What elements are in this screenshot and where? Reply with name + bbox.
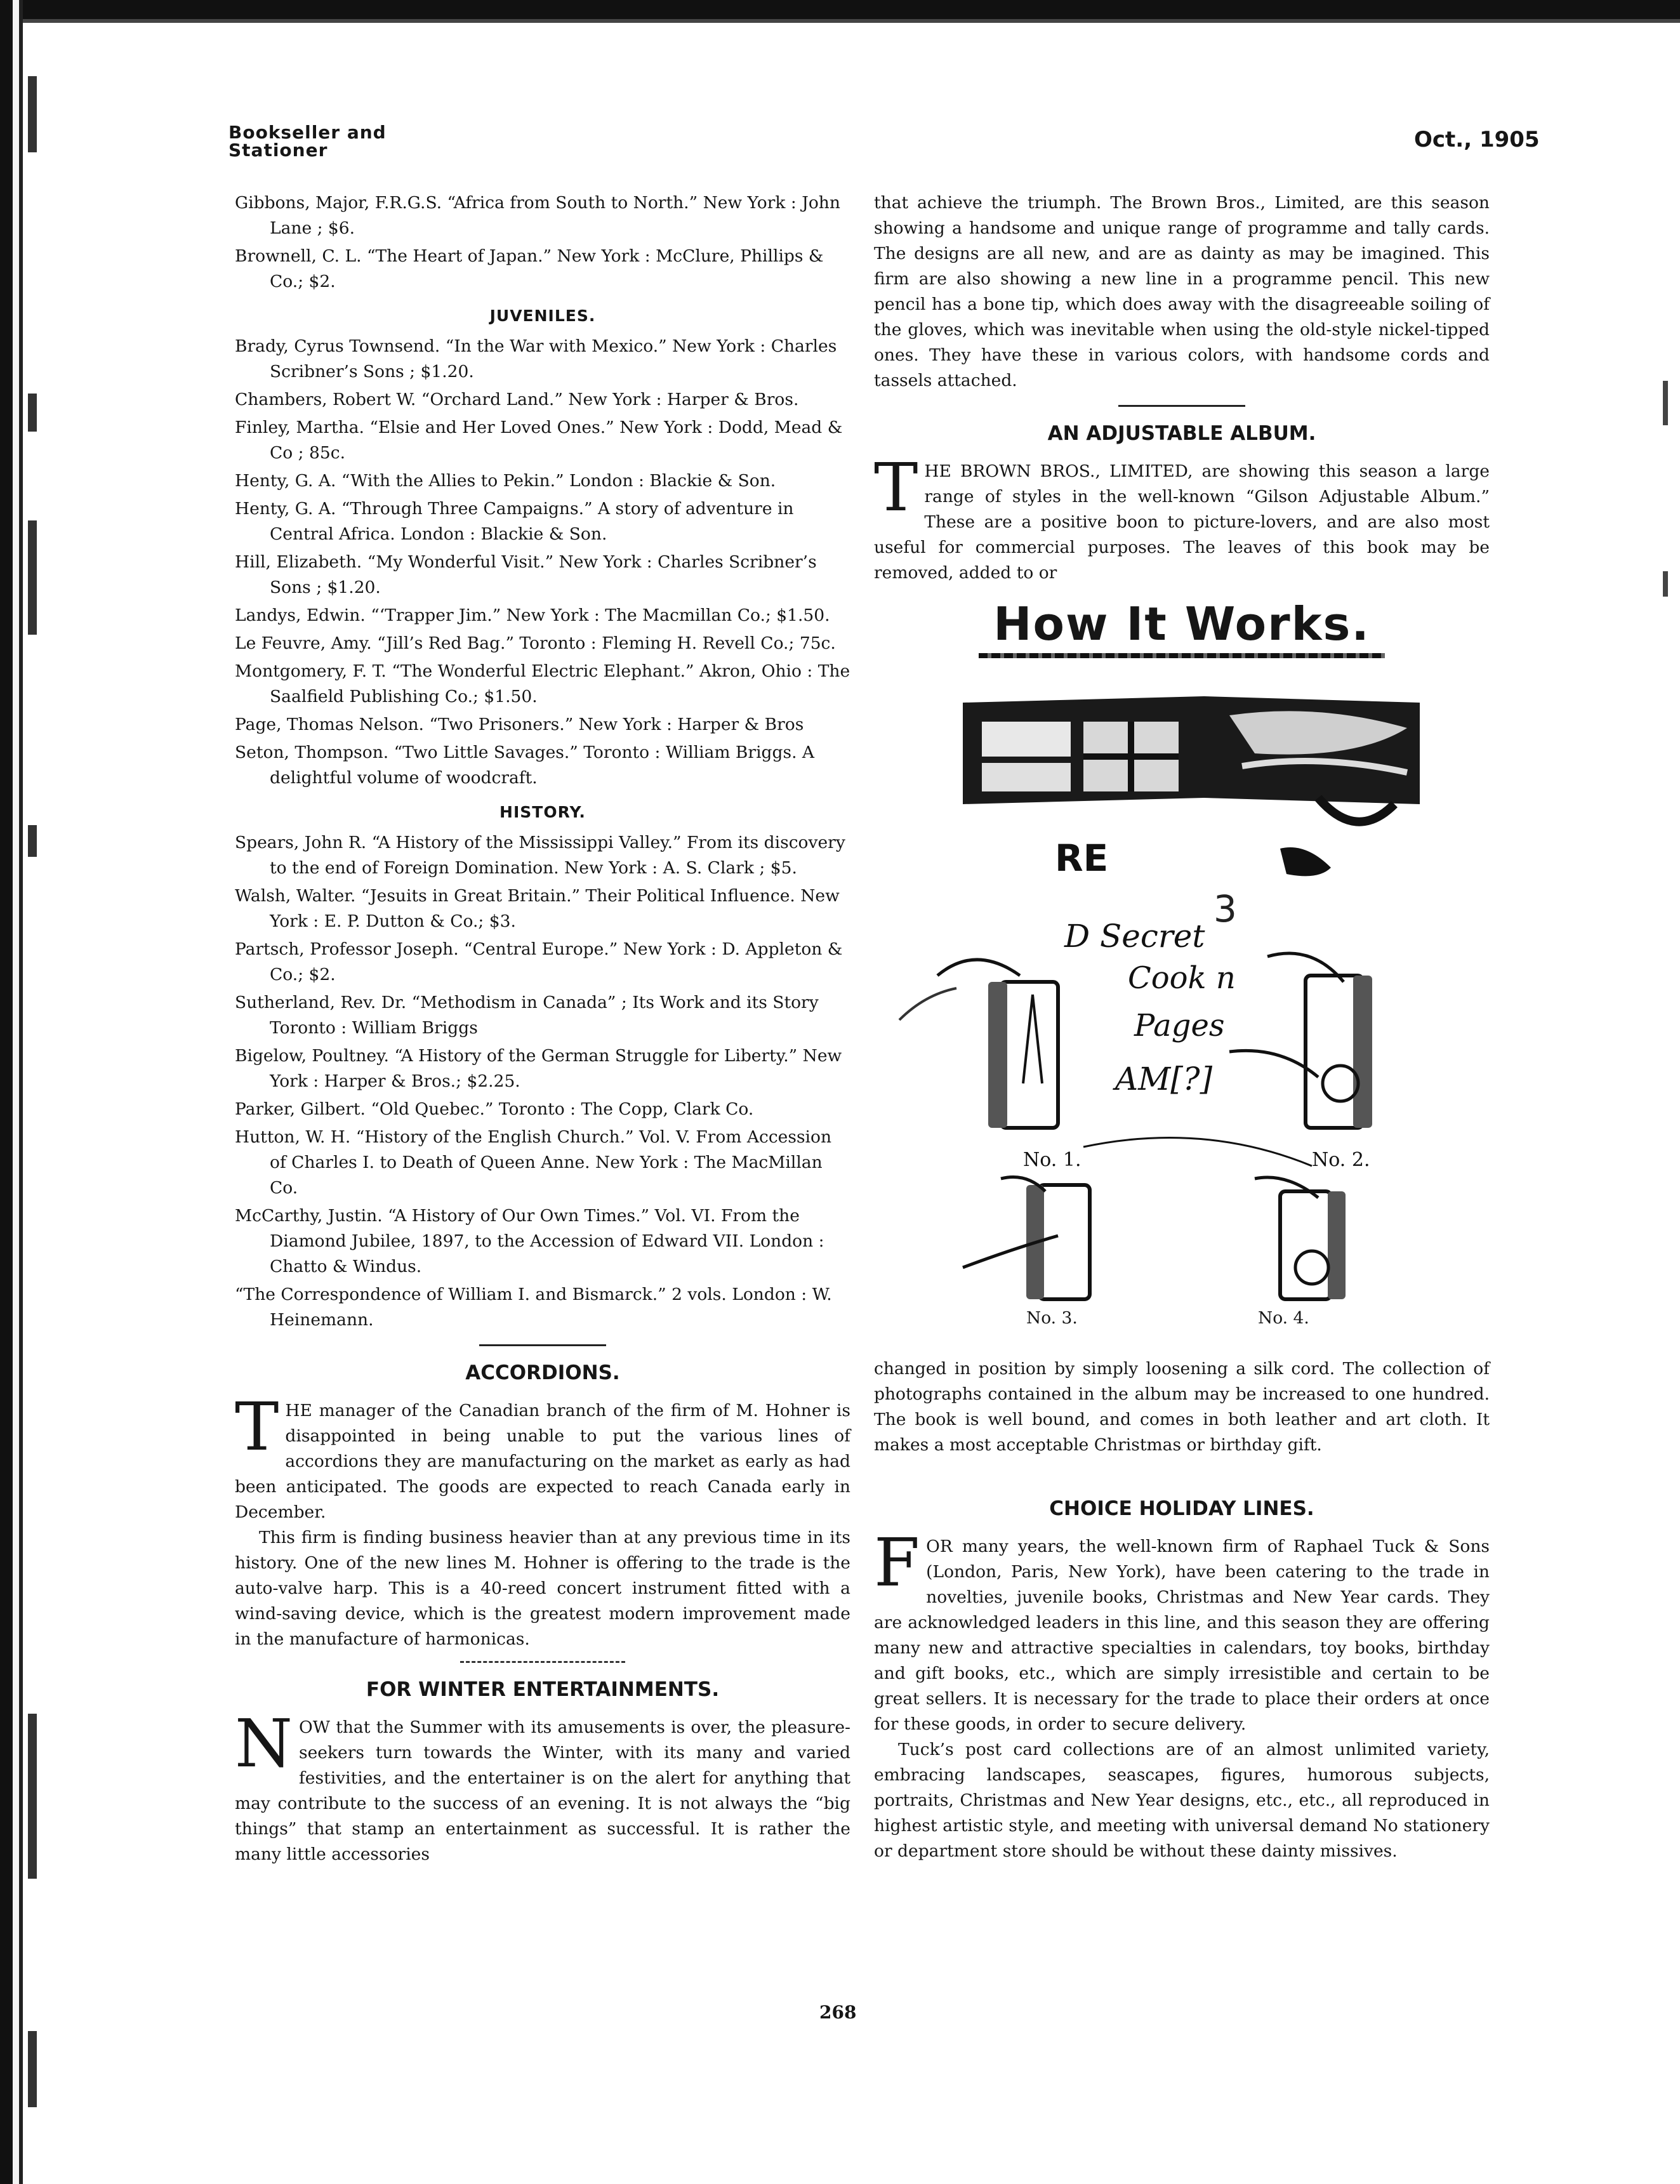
- book-entry: Seton, Thompson. “Two Little Savages.” Toronto : William Briggs. A delightful volume of woodcraft.: [235, 743, 815, 788]
- handwritten-note: [1064, 918, 1236, 1097]
- open-album-icon: [963, 696, 1420, 822]
- book-entry: Chambers, Robert W. “Orchard Land.” New York : Harper & Bros.: [235, 390, 799, 409]
- article-paragraph: This firm is finding business heavier than at any previous time in its history. One of the new lines M. Hohner is offering to the trade is the auto-valve harp. This is a 40-reed concert instrument fitted with a wind-saving device, which is the greatest modern improvement made in the manufacture of harmonicas.: [235, 1528, 850, 1649]
- book-entry: Henty, G. A. “With the Allies to Pekin.” London : Blackie & Son.: [235, 471, 776, 491]
- book-entry: Gibbons, Major, F.R.G.S. “Africa from South to North.” New York : John Lane ; $6.: [235, 193, 840, 238]
- book-entry: Bigelow, Poultney. “A History of the German Struggle for Liberty.” New York : Harper & Bros.; $2.25.: [235, 1046, 842, 1091]
- section-heading-history: HISTORY.: [499, 803, 586, 821]
- figure-no4-icon: [1255, 1177, 1346, 1299]
- edge-mark: [28, 2031, 37, 2107]
- right-column: [874, 190, 1490, 1864]
- paragraph-text: that the Summer with its amusements is over, the pleasure-seekers turn towards the Winter, with its many and varied festivities, and the entertainer is on the alert for anything that may contribute to the success of an evening. It is not always the “big things” that stamp an entertainment as successful. It is rather the many little accessories: [235, 1717, 850, 1864]
- top-border: [23, 0, 1680, 19]
- masthead-line: Stationer: [228, 140, 328, 161]
- lead-in: OR: [926, 1537, 953, 1556]
- lead-in: HE: [285, 1401, 312, 1420]
- top-border-shadow: [23, 19, 1680, 23]
- handwriting-line: Cook n: [1128, 960, 1236, 996]
- drop-cap: T: [874, 449, 918, 526]
- book-entry: “The Correspondence of William I. and Bismarck.” 2 vols. London : W. Heinemann.: [235, 1285, 832, 1330]
- book-entry: Landys, Edwin. “‘Trapper Jim.” New York : The Macmillan Co.; $1.50.: [235, 606, 830, 625]
- book-entry: Page, Thomas Nelson. “Two Prisoners.” New York : Harper & Bros: [235, 715, 804, 734]
- album-illustration: [874, 677, 1490, 1331]
- edge-mark: [1663, 571, 1668, 597]
- book-entry: McCarthy, Justin. “A History of Our Own Times.” Vol. VI. From the Diamond Jubilee, 1897, to the Accession of Edward VII. London : Chatto & Windus.: [235, 1206, 824, 1276]
- figure-no1-icon: [899, 960, 1081, 1171]
- page-number: 268: [819, 2002, 857, 2023]
- book-entry: Hutton, W. H. “History of the English Church.” Vol. V. From Accession of Charles I. to Death of Queen Anne. New York : The MacMillan Co.: [235, 1127, 832, 1198]
- book-entry: Walsh, Walter. “Jesuits in Great Britain.” Their Political Influence. New York : E. P. Dutton & Co.; $3.: [235, 886, 840, 931]
- handwriting-line: AM[?]: [1115, 1061, 1213, 1097]
- page-binding-edge: [0, 0, 50, 2184]
- divider-rule: [460, 1661, 625, 1663]
- ink-blot-icon: [1280, 847, 1331, 876]
- title-underline: [979, 653, 1385, 658]
- how-it-works-title: How It Works.: [993, 597, 1370, 651]
- article-paragraph: [874, 1524, 1490, 1737]
- paragraph-text: many years, the well-known firm of Raphael Tuck & Sons (London, Paris, New York), have been catering to the trade in novelties, juvenile books, Christmas and New Year cards. They are acknowledged leaders in this line, and this season they are offering many new and attractive specialties in calendars, toy books, birthday and gift books, etc., which are simply irresistible and certain to be great sellers. It is necessary for the trade to place their orders at once for these goods, in order to secure delivery.: [874, 1537, 1490, 1734]
- lead-in: HE BROWN BROS., LIMITED,: [924, 461, 1193, 481]
- drop-cap: F: [874, 1524, 920, 1601]
- book-entry: Parker, Gilbert. “Old Quebec.” Toronto : The Copp, Clark Co.: [235, 1099, 754, 1119]
- stamp-number: 3: [1214, 887, 1237, 930]
- article-paragraph: [235, 1388, 850, 1525]
- figure-no2-icon: [1229, 953, 1372, 1171]
- edge-mark: [28, 394, 37, 432]
- edge-mark: [28, 520, 37, 635]
- book-entry: Spears, John R. “A History of the Mississippi Valley.” From its discovery to the end of Foreign Domination. New York : A. S. Clark ; $5.: [235, 833, 845, 878]
- book-entry: Hill, Elizabeth. “My Wonderful Visit.” New York : Charles Scribner’s Sons ; $1.20.: [235, 552, 817, 597]
- book-entry: Brownell, C. L. “The Heart of Japan.” New York : McClure, Phillips & Co.; $2.: [235, 246, 824, 291]
- handwriting-line: D Secret: [1064, 918, 1205, 955]
- edge-mark: [28, 76, 37, 152]
- article-title-winter: FOR WINTER ENTERTAINMENTS.: [366, 1678, 720, 1701]
- article-paragraph: [235, 1705, 850, 1867]
- figure-label: No. 3.: [1026, 1308, 1078, 1328]
- drop-cap: T: [235, 1388, 279, 1466]
- book-entry: Montgomery, F. T. “The Wonderful Electric Elephant.” Akron, Ohio : The Saalfield Publishing Co.; $1.50.: [235, 661, 850, 706]
- book-entry: Brady, Cyrus Townsend. “In the War with Mexico.” New York : Charles Scribner’s Sons ; $1.20.: [235, 336, 837, 381]
- masthead-publication: [228, 124, 387, 159]
- edge-mark: [1663, 381, 1668, 425]
- masthead-date: Oct., 1905: [1414, 127, 1540, 152]
- divider-rule: [479, 1344, 606, 1346]
- edge-mark: [28, 1714, 37, 1879]
- figure-label: No. 1.: [1023, 1149, 1081, 1171]
- pen-stroke-icon: [1083, 1137, 1312, 1166]
- figure-label: No. 2.: [1312, 1149, 1370, 1171]
- left-column: [235, 190, 850, 1867]
- handwriting-line: Pages: [1134, 1008, 1225, 1043]
- lead-in: OW: [299, 1717, 330, 1737]
- masthead-line: Bookseller and: [228, 122, 387, 143]
- article-title-album: AN ADJUSTABLE ALBUM.: [1047, 422, 1316, 445]
- article-title-accordions: ACCORDIONS.: [465, 1361, 620, 1384]
- book-entry: Finley, Martha. “Elsie and Her Loved Ones.” New York : Dodd, Mead & Co ; 85c.: [235, 418, 843, 463]
- paragraph-text: manager of the Canadian branch of the firm of M. Hohner is disappointed in being unable to put the various lines of accordions they are manufacturing on the market as early as had been anticipated. The goods are expected to reach Canada early in December.: [235, 1401, 850, 1522]
- paragraph-text: are showing this season a large range of styles in the well-known “Gilson Adjustable Album.” These are a positive boon to picture-lovers, and are also most useful for commercial purposes. The leaves of this book may be removed, added to or: [874, 461, 1490, 583]
- edge-mark: [28, 825, 37, 857]
- figure-no3-icon: [963, 1177, 1090, 1300]
- book-entry: Henty, G. A. “Through Three Campaigns.” A story of adventure in Central Africa. London : Blackie & Son.: [235, 499, 794, 544]
- article-paragraph: Tuck’s post card collections are of an almost unlimited variety, embracing landscapes, seascapes, figures, humorous subjects, portraits, Christmas and New Year designs, etc., etc., all reproduced in highest artistic style, and meeting with universal demand No stationery or department store should be without these dainty missives.: [874, 1740, 1490, 1861]
- book-entry: Partsch, Professor Joseph. “Central Europe.” New York : D. Appleton & Co.; $2.: [235, 939, 843, 984]
- stamp-text: RE: [1055, 837, 1109, 880]
- book-entry: Le Feuvre, Amy. “Jill’s Red Bag.” Toronto : Fleming H. Revell Co.; 75c.: [235, 633, 836, 653]
- article-paragraph: that achieve the triumph. The Brown Bros., Limited, are this season showing a handsome and unique range of programme and tally cards. The designs are all new, and are as dainty as may be imagined. This firm are also showing a new line in a programme pencil. This new pencil has a bone tip, which does away with the disagreeable soiling of the gloves, which was inevitable when using the old-style nickel-tipped ones. They have these in various colors, with handsome cords and tassels attached.: [874, 193, 1490, 390]
- article-title-holiday: CHOICE HOLIDAY LINES.: [1049, 1497, 1314, 1520]
- divider-rule: [1118, 405, 1245, 407]
- figure-label-row: [874, 1306, 1490, 1337]
- section-heading-juveniles: JUVENILES.: [489, 307, 596, 325]
- book-entry: Sutherland, Rev. Dr. “Methodism in Canada” ; Its Work and its Story Toronto : William Briggs: [235, 993, 819, 1038]
- figure-label: No. 4.: [1258, 1308, 1309, 1328]
- drop-cap: N: [235, 1705, 293, 1782]
- article-paragraph: [874, 449, 1490, 586]
- article-paragraph: changed in position by simply loosening a silk cord. The collection of photographs contained in the album may be increased to one hundred. The book is well bound, and comes in both leather and art cloth. It makes a most acceptable Christmas or birthday gift.: [874, 1359, 1490, 1455]
